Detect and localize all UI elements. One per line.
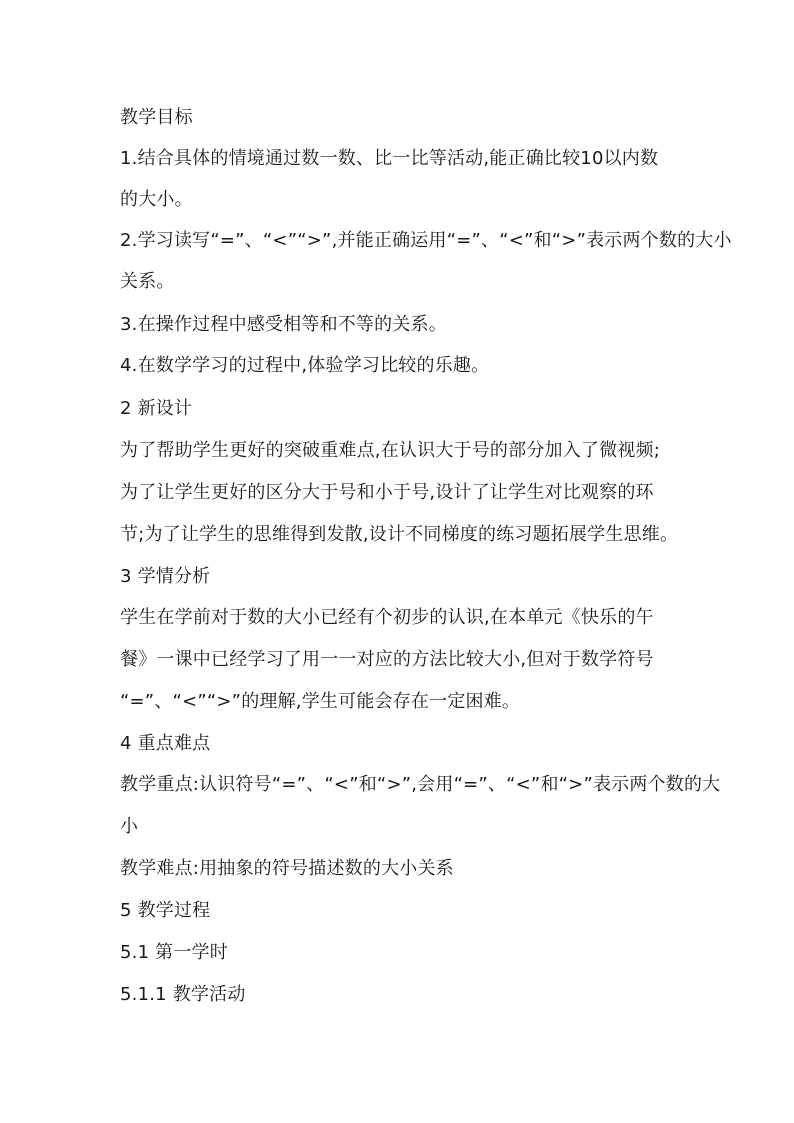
- difficult-point: 教学难点:用抽象的符号描述数的大小关系: [120, 858, 454, 879]
- goal-4: 4.在数学学习的过程中,体验学习比较的乐趣。: [120, 355, 490, 376]
- heading-first-lesson: 5.1 第一学时: [120, 942, 228, 963]
- heading-teaching-activities: 5.1.1 教学活动: [120, 984, 246, 1005]
- heading-teaching-process: 5 教学过程: [120, 900, 211, 921]
- heading-key-points: 4 重点难点: [120, 733, 211, 754]
- key-point-line-2: 小: [120, 816, 139, 837]
- key-point-line-1: 教学重点:认识符号“=”、“<”和“>”,会用“=”、“<”和“>”表示两个数的大: [120, 774, 721, 795]
- goal-2-line-2: 关系。: [120, 271, 175, 292]
- goal-1-line-1: 1.结合具体的情境通过数一数、比一比等活动,能正确比较10以内数: [120, 148, 659, 169]
- analysis-paragraph-line-1: 学生在学前对于数的大小已经有个初步的认识,在本单元《快乐的午: [120, 607, 654, 628]
- heading-teaching-goals: 教学目标: [120, 107, 193, 128]
- heading-new-design: 2 新设计: [120, 398, 193, 419]
- design-paragraph-line-1: 为了帮助学生更好的突破重难点,在认识大于号的部分加入了微视频;: [120, 440, 660, 461]
- goal-1-line-2: 的大小。: [120, 189, 193, 210]
- design-paragraph-line-2: 为了让学生更好的区分大于号和小于号,设计了让学生对比观察的环: [120, 482, 654, 503]
- analysis-paragraph-line-2: 餐》一课中已经学习了用一一对应的方法比较大小,但对于数学符号: [120, 649, 654, 670]
- analysis-paragraph-line-3: “=”、“<”“>”的理解,学生可能会存在一定困难。: [120, 691, 521, 712]
- heading-student-analysis: 3 学情分析: [120, 566, 211, 587]
- design-paragraph-line-3: 节;为了让学生的思维得到发散,设计不同梯度的练习题拓展学生思维。: [120, 524, 679, 545]
- goal-3: 3.在操作过程中感受相等和不等的关系。: [120, 314, 447, 335]
- goal-2-line-1: 2.学习读写“=”、“<”“>”,并能正确运用“=”、“<”和“>”表示两个数的大小: [120, 230, 732, 251]
